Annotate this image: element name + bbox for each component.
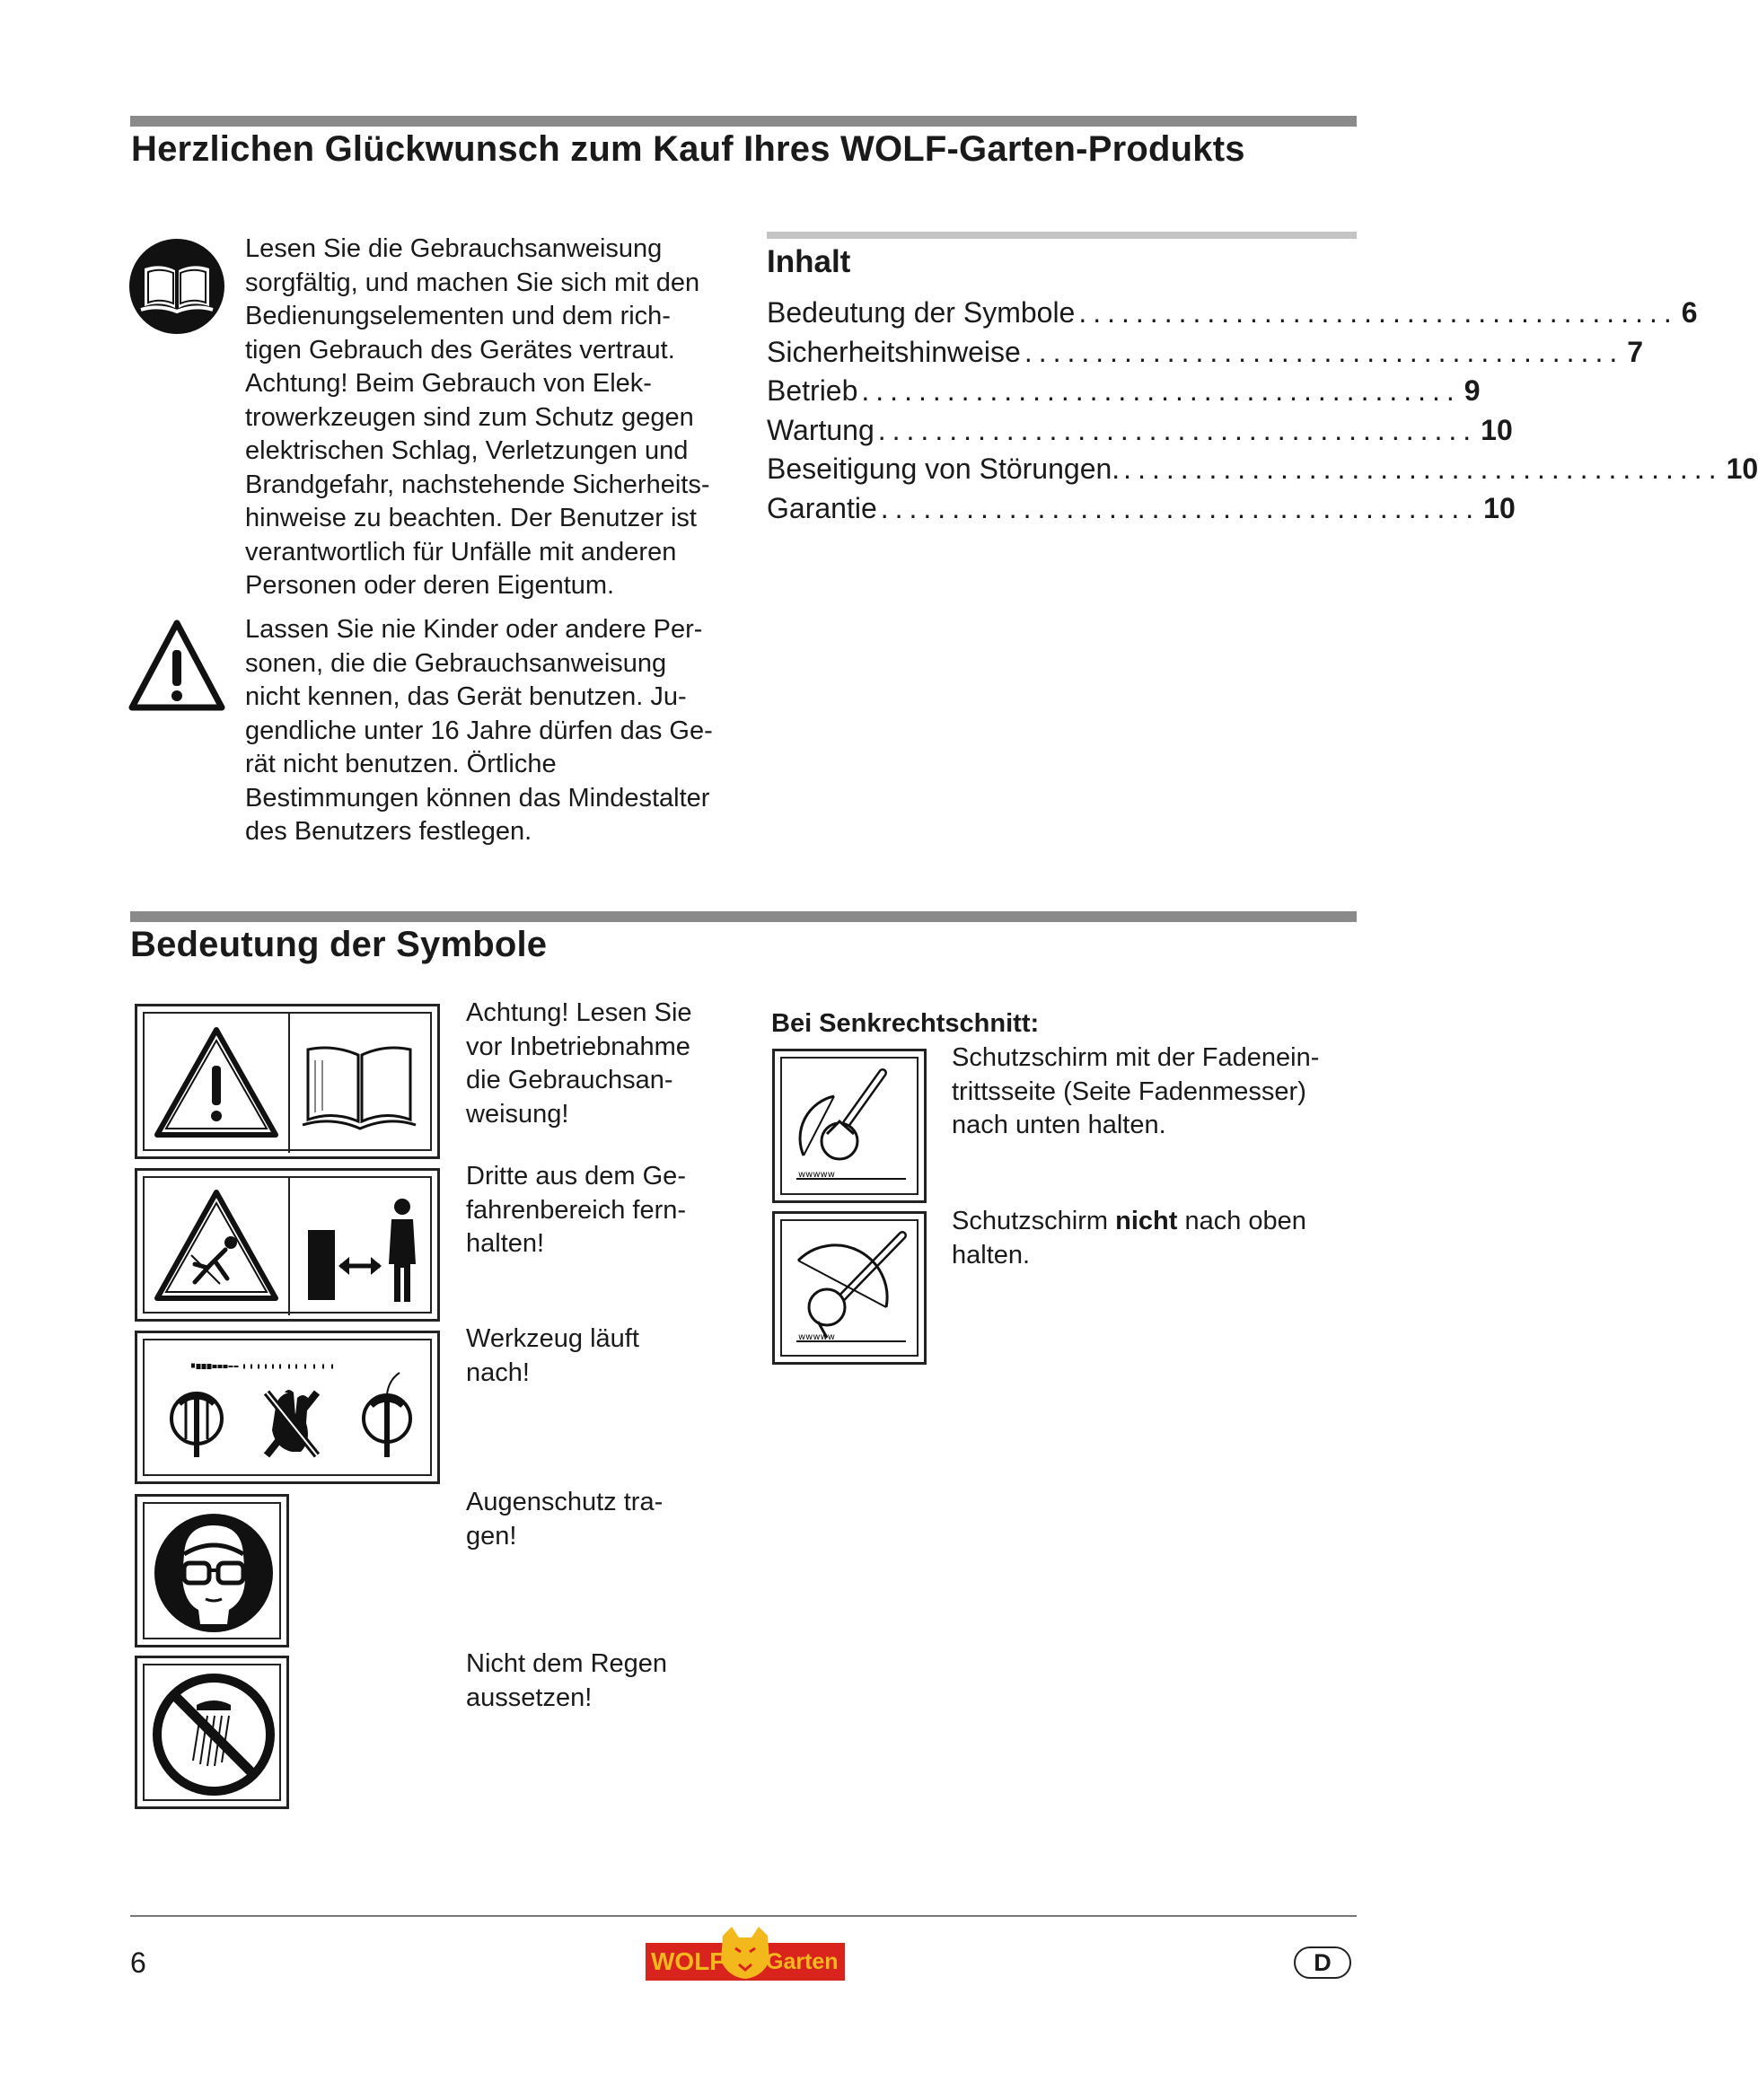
text-line: nicht kennen, das Gerät benutzen. Ju- bbox=[245, 682, 687, 711]
symbol-description: Nicht dem Regen aussetzen! bbox=[466, 1649, 668, 1712]
warning-read-manual-icon bbox=[135, 1004, 440, 1159]
logo-text-garten: Garten bbox=[766, 1949, 839, 1974]
vertical-cut-title: Bei Senkrechtschnitt: bbox=[771, 1009, 1040, 1038]
page-number: 6 bbox=[130, 1946, 146, 1979]
text-line: rät nicht benutzen. Örtliche bbox=[245, 750, 557, 778]
text-line: tigen Gebrauch des Gerätes vertraut. bbox=[245, 335, 675, 365]
svg-text:wwwww: wwwww bbox=[798, 1332, 835, 1342]
toc-entry[interactable]: Betrieb .......................................... 9 bbox=[767, 374, 1481, 407]
vertical-cut-description-2: Schutzschirm nicht nach oben halten. bbox=[952, 1207, 1306, 1270]
keep-bystanders-away-icon bbox=[135, 1168, 440, 1322]
no-rain-icon bbox=[135, 1656, 289, 1809]
guard-down-icon bbox=[772, 1049, 927, 1203]
warning-icon bbox=[128, 618, 225, 716]
wolf-garten-logo bbox=[646, 1925, 845, 1984]
text-line: Brandgefahr, nachstehende Sicherheits- bbox=[245, 470, 710, 499]
eye-protection-icon bbox=[135, 1494, 289, 1647]
book-icon bbox=[128, 238, 225, 335]
toc-rule bbox=[767, 232, 1357, 239]
header-rule bbox=[130, 116, 1357, 127]
text-line: Achtung! Beim Gebrauch von Elek- bbox=[245, 369, 652, 398]
symbol-description: Achtung! Lesen Sie vor Inbetriebnahme die Gebrauchsan- weisung! bbox=[466, 998, 692, 1129]
vertical-cut-description-1: Schutzschirm mit der Fadenein- trittsseite (Seite Fadenmesser) nach unten halten. bbox=[952, 1043, 1320, 1139]
text-line: sonen, die die Gebrauchsanweisung bbox=[245, 648, 667, 678]
symbols-title: Bedeutung der Symbole bbox=[130, 925, 548, 964]
symbol-description: Werkzeug läuft nach! bbox=[466, 1324, 639, 1387]
tool-runs-on-icon bbox=[135, 1331, 440, 1484]
symbol-description: Augenschutz tra- gen! bbox=[466, 1488, 664, 1551]
text-line: Bestimmungen können das Mindestalter bbox=[245, 783, 710, 813]
guard-up-icon bbox=[772, 1211, 927, 1365]
symbols-rule bbox=[130, 911, 1357, 922]
text-line: Bedienungselementen und dem rich- bbox=[245, 302, 671, 330]
language-badge bbox=[1294, 1946, 1351, 1979]
text-line: trowerkzeugen sind zum Schutz gegen bbox=[245, 402, 694, 432]
logo-text-wolf: WOLF bbox=[651, 1947, 725, 1975]
footer-rule bbox=[130, 1915, 1357, 1917]
table-of-contents bbox=[767, 296, 1758, 531]
text-line: hinweise zu beachten. Der Benutzer ist bbox=[245, 504, 697, 532]
toc-entry[interactable]: Wartung .......................................... 10 bbox=[767, 413, 1513, 446]
page-title: Herzlichen Glückwunsch zum Kauf Ihres WOLF-Garten-Produkts bbox=[131, 129, 1245, 169]
toc-entry[interactable]: Beseitigung von Störungen. .......................................... 10 bbox=[767, 453, 1758, 485]
toc-entry[interactable]: Garantie .......................................... 10 bbox=[767, 491, 1516, 524]
text-line: elektrischen Schlag, Verletzungen und bbox=[245, 436, 689, 465]
text-line: gendliche unter 16 Jahre dürfen das Ge- bbox=[245, 716, 713, 745]
intro-paragraph-2 bbox=[245, 613, 748, 849]
language-badge-label: D bbox=[1314, 1949, 1332, 1976]
svg-text:wwwww: wwwww bbox=[798, 1170, 835, 1180]
text-line: Lesen Sie die Gebrauchsanweisung bbox=[245, 234, 663, 263]
intro-paragraph-1 bbox=[245, 233, 748, 603]
text-line: des Benutzers festlegen. bbox=[245, 817, 532, 846]
text-line: Personen oder deren Eigentum. bbox=[245, 571, 615, 600]
text-line: verantwortlich für Unfälle mit anderen bbox=[245, 537, 677, 567]
toc-title: Inhalt bbox=[767, 244, 851, 279]
toc-entry[interactable]: Sicherheitshinweise .......................................... 7 bbox=[767, 335, 1644, 368]
toc-entry[interactable]: Bedeutung der Symbole .......................................... 6 bbox=[767, 296, 1698, 329]
text-line: sorgfältig, und machen Sie sich mit den bbox=[245, 268, 700, 297]
text-line: Lassen Sie nie Kinder oder andere Per- bbox=[245, 615, 703, 644]
symbol-description: Dritte aus dem Ge- fahrenbereich fern- halten! bbox=[466, 1162, 687, 1258]
